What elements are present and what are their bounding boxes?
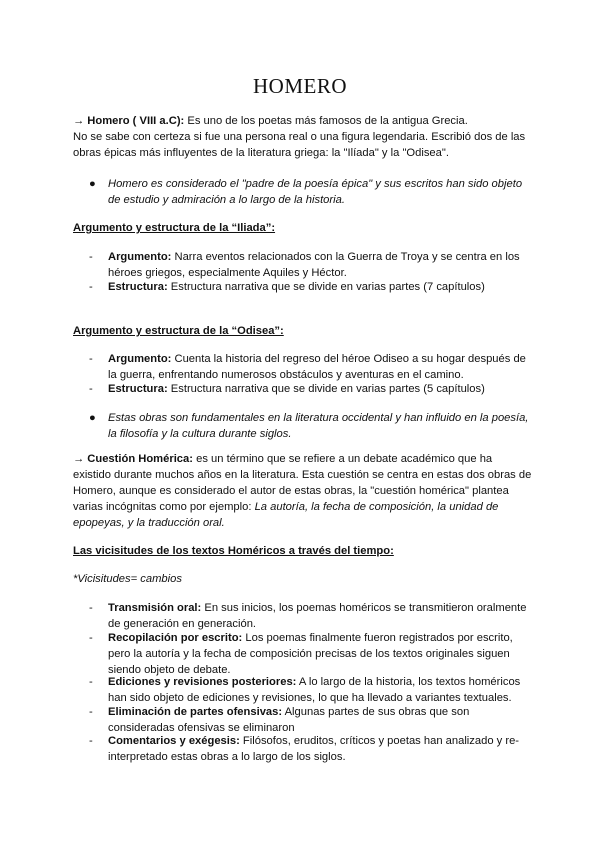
iliada-estructura	[108, 279, 533, 295]
dash-icon: -	[89, 383, 93, 395]
item-text: En sus inicios, los poemas homéricos se transmitieron oralmente de generación en generación.	[108, 602, 527, 630]
item-text: Algunas partes de sus obras que son consideradas ofensivas se eliminaron	[108, 706, 470, 734]
cuestion-text: es un término que se refiere a un debate académico que ha existido durante muchos años en la literatura. Esta cuestión se centra en estas dos obras de Homero, aunque es considerado el autor de estas obras, la "cuestión homérica" plantea varias incógnitas como por ejemplo:	[73, 453, 532, 513]
dash-icon: -	[89, 706, 93, 718]
item-text: Filósofos, eruditos, críticos y poetas han analizado y re-interpretado estas obras a lo largo de los siglos.	[108, 735, 520, 763]
odisea-est-label: Estructura:	[108, 383, 168, 395]
item-text: Los poemas finalmente fueron registrados por escrito, pero la autoría y la fecha de composición precisas de los textos originales siguen siendo objeto de debate.	[108, 632, 513, 676]
list-item	[108, 674, 533, 706]
cuestion-italic: La autoría, la fecha de composición, la unidad de epopeyas, y la traducción oral.	[73, 501, 499, 529]
dash-icon: -	[89, 251, 93, 263]
intro-text-1: Es uno de los poetas más famosos de la antigua Grecia.	[184, 115, 468, 127]
item-label: Comentarios y exégesis:	[108, 735, 240, 747]
list-item	[108, 704, 533, 736]
item-label: Eliminación de partes ofensivas:	[108, 706, 283, 718]
iliada-est-label: Estructura:	[108, 281, 168, 293]
intro-note: Homero es considerado el "padre de la poesía épica" y sus escritos han sido objeto de estudio y admiración a lo largo de la historia.	[108, 178, 523, 206]
odisea-argumento	[108, 351, 533, 383]
iliada-argumento	[108, 249, 533, 281]
bullet-icon: ●	[89, 178, 96, 190]
dash-icon: -	[89, 353, 93, 365]
dash-icon: -	[89, 735, 93, 747]
intro-text-2: No se sabe con certeza si fue una persona real o una figura legendaria. Escribió dos de las obras épicas más influyentes de la literatura griega: la "Ilíada" y la "Odisea".	[73, 131, 526, 159]
iliada-arg-text: Narra eventos relacionados con la Guerra de Troya y se centra en los héroes griegos, especialmente Aquiles y Héctor.	[108, 251, 520, 279]
odisea-note: Estas obras son fundamentales en la literatura occidental y han influido en la poesía, la filosofía y la cultura durante siglos.	[108, 412, 529, 440]
item-label: Recopilación por escrito:	[108, 632, 243, 644]
cuestion-label: Cuestión Homérica:	[87, 453, 193, 465]
odisea-heading: Argumento y estructura de la “Odisea”:	[73, 325, 284, 337]
item-text: A lo largo de la historia, los textos homéricos han sido objeto de ediciones y revisiones, lo que ha llevado a variantes textuales.	[108, 676, 521, 704]
intro-paragraph	[73, 113, 533, 161]
item-label: Ediciones y revisiones posteriores:	[108, 676, 297, 688]
odisea-arg-text: Cuenta la historia del regreso del héroe Odiseo a su hogar después de la guerra, enfrentando numerosos obstáculos y aventuras en el camino.	[108, 353, 526, 381]
dash-icon: -	[89, 676, 93, 688]
dash-icon: -	[89, 602, 93, 614]
arrow-glyph: →	[73, 115, 88, 127]
list-item	[108, 600, 533, 632]
item-label: Transmisión oral:	[108, 602, 202, 614]
iliada-est-text: Estructura narrativa que se divide en varias partes (7 capítulos)	[167, 281, 485, 293]
page-title: HOMERO	[252, 74, 347, 98]
bullet-icon: ●	[89, 412, 96, 424]
dash-icon: -	[89, 281, 93, 293]
list-item	[108, 733, 533, 765]
arrow-glyph: →	[73, 453, 88, 465]
dash-icon: -	[89, 632, 93, 644]
vicisitudes-heading: Las vicisitudes de los textos Homéricos a través del tiempo:	[73, 545, 394, 557]
iliada-heading: Argumento y estructura de la “Iliada”:	[73, 222, 276, 234]
odisea-arg-label: Argumento:	[108, 353, 172, 365]
cuestion-paragraph	[73, 451, 533, 531]
odisea-est-text: Estructura narrativa que se divide en varias partes (5 capítulos)	[167, 383, 485, 395]
intro-label: Homero ( VIII a.C):	[87, 115, 185, 127]
iliada-arg-label: Argumento:	[108, 251, 172, 263]
list-item	[108, 630, 533, 678]
odisea-estructura	[108, 381, 533, 397]
vicisitudes-note: *Vicisitudes= cambios	[73, 573, 182, 585]
